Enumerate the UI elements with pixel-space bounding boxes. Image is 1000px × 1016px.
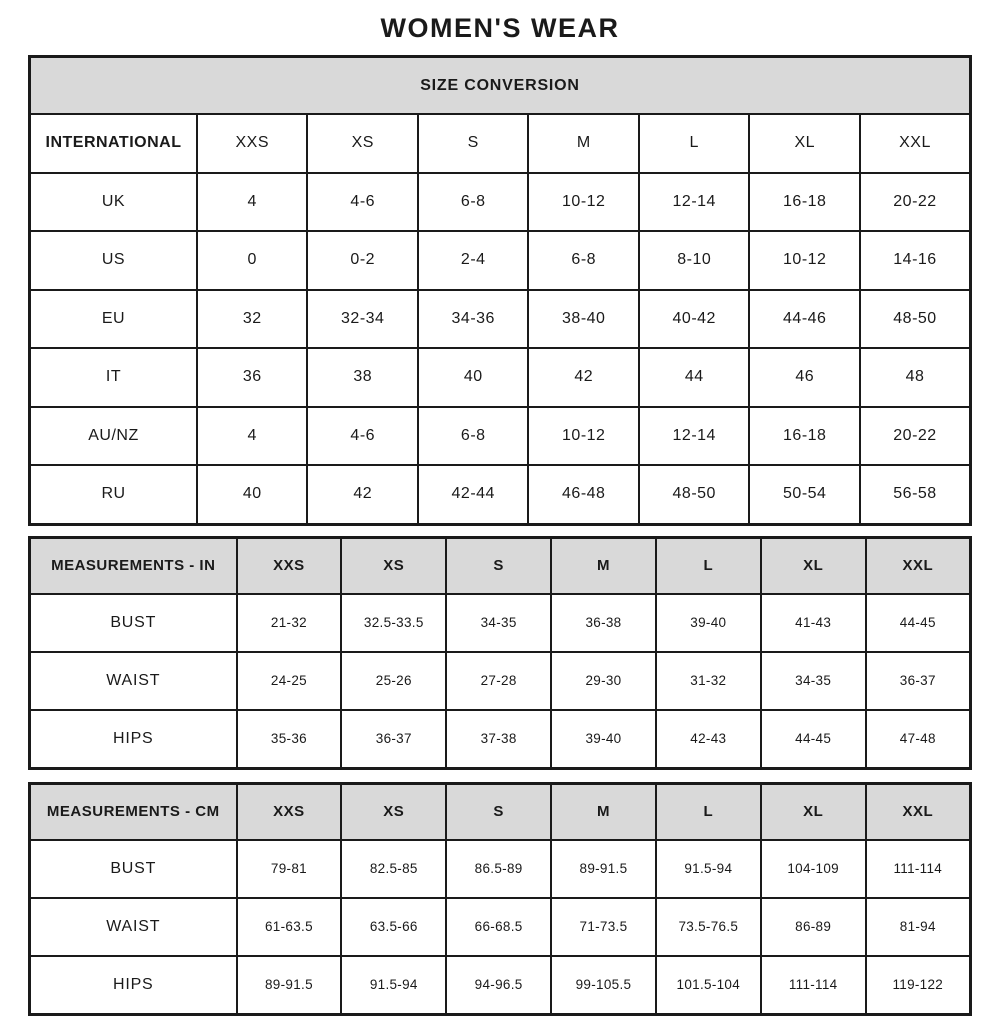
value-cell: 99-105.5 [551,956,656,1015]
size-label-cell: S [446,537,551,594]
sizes-header-row [30,537,971,594]
value-cell: 36-37 [341,710,446,769]
table-row [30,710,971,769]
value-cell: 42 [307,465,418,524]
value-cell: 47-48 [866,710,971,769]
value-cell: 91.5-94 [656,840,761,898]
value-cell: 35-36 [237,710,342,769]
row-label: RU [30,465,197,524]
value-cell: 48 [860,348,971,407]
value-cell: 0 [197,231,308,290]
value-cell: 44-45 [866,594,971,652]
value-cell: 32.5-33.5 [341,594,446,652]
value-cell: 39-40 [656,594,761,652]
value-cell: 2-4 [418,231,529,290]
size-conversion-table [28,55,972,526]
value-cell: 42-44 [418,465,529,524]
value-cell: 38-40 [528,290,639,349]
value-cell: 36-37 [866,652,971,710]
row-label: BUST [30,840,237,898]
value-cell: 44-45 [761,710,866,769]
value-cell: 10-12 [528,407,639,466]
table-header-label: MEASUREMENTS - IN [30,537,237,594]
size-label-cell: L [656,537,761,594]
table-row [30,652,971,710]
size-label-cell: L [656,783,761,840]
table-header-label: INTERNATIONAL [30,114,197,173]
table-row [30,956,971,1015]
size-label-cell: L [639,114,750,173]
size-label-cell: XXS [197,114,308,173]
value-cell: 27-28 [446,652,551,710]
sizes-header-row [30,783,971,840]
value-cell: 21-32 [237,594,342,652]
size-label-cell: S [418,114,529,173]
table-header-label: MEASUREMENTS - CM [30,783,237,840]
value-cell: 44-46 [749,290,860,349]
value-cell: 56-58 [860,465,971,524]
row-label: US [30,231,197,290]
value-cell: 40 [197,465,308,524]
size-label-cell: XXL [866,537,971,594]
value-cell: 119-122 [866,956,971,1015]
row-label: WAIST [30,898,237,956]
value-cell: 6-8 [528,231,639,290]
row-label: HIPS [30,710,237,769]
table-row [30,407,971,466]
value-cell: 25-26 [341,652,446,710]
value-cell: 16-18 [749,173,860,232]
value-cell: 10-12 [528,173,639,232]
value-cell: 14-16 [860,231,971,290]
value-cell: 4 [197,407,308,466]
value-cell: 20-22 [860,173,971,232]
value-cell: 6-8 [418,407,529,466]
value-cell: 34-36 [418,290,529,349]
row-label: BUST [30,594,237,652]
value-cell: 39-40 [551,710,656,769]
table-row [30,348,971,407]
value-cell: 40-42 [639,290,750,349]
value-cell: 86-89 [761,898,866,956]
row-label: UK [30,173,197,232]
size-label-cell: XXL [866,783,971,840]
value-cell: 89-91.5 [551,840,656,898]
table-row [30,898,971,956]
value-cell: 42-43 [656,710,761,769]
size-label-cell: XS [341,783,446,840]
size-label-cell: XS [307,114,418,173]
value-cell: 91.5-94 [341,956,446,1015]
value-cell: 29-30 [551,652,656,710]
value-cell: 40 [418,348,529,407]
value-cell: 4 [197,173,308,232]
size-label-cell: XXS [237,783,342,840]
value-cell: 46 [749,348,860,407]
value-cell: 0-2 [307,231,418,290]
value-cell: 4-6 [307,173,418,232]
value-cell: 63.5-66 [341,898,446,956]
value-cell: 86.5-89 [446,840,551,898]
size-label-cell: XS [341,537,446,594]
value-cell: 20-22 [860,407,971,466]
value-cell: 34-35 [761,652,866,710]
value-cell: 61-63.5 [237,898,342,956]
table-row [30,840,971,898]
value-cell: 94-96.5 [446,956,551,1015]
value-cell: 73.5-76.5 [656,898,761,956]
measurements-cm-table [28,782,972,1016]
table-row [30,465,971,524]
size-conversion-title: SIZE CONVERSION [30,57,971,115]
row-label: IT [30,348,197,407]
size-label-cell: M [551,537,656,594]
value-cell: 48-50 [639,465,750,524]
value-cell: 16-18 [749,407,860,466]
value-cell: 36-38 [551,594,656,652]
value-cell: 104-109 [761,840,866,898]
value-cell: 10-12 [749,231,860,290]
value-cell: 48-50 [860,290,971,349]
table-row [30,594,971,652]
value-cell: 46-48 [528,465,639,524]
value-cell: 32 [197,290,308,349]
value-cell: 6-8 [418,173,529,232]
row-label: HIPS [30,956,237,1015]
size-label-cell: M [528,114,639,173]
value-cell: 101.5-104 [656,956,761,1015]
value-cell: 36 [197,348,308,407]
value-cell: 82.5-85 [341,840,446,898]
size-label-cell: S [446,783,551,840]
size-conversion-banner-row [30,57,971,115]
value-cell: 24-25 [237,652,342,710]
value-cell: 111-114 [761,956,866,1015]
value-cell: 4-6 [307,407,418,466]
size-label-cell: XL [749,114,860,173]
size-label-cell: XXL [860,114,971,173]
sizes-header-row [30,114,971,173]
value-cell: 81-94 [866,898,971,956]
value-cell: 44 [639,348,750,407]
value-cell: 111-114 [866,840,971,898]
value-cell: 41-43 [761,594,866,652]
value-cell: 12-14 [639,407,750,466]
table-row [30,231,971,290]
value-cell: 50-54 [749,465,860,524]
size-label-cell: XXS [237,537,342,594]
value-cell: 71-73.5 [551,898,656,956]
value-cell: 38 [307,348,418,407]
size-label-cell: XL [761,537,866,594]
value-cell: 37-38 [446,710,551,769]
size-label-cell: XL [761,783,866,840]
page-title: WOMEN'S WEAR [380,13,620,43]
value-cell: 31-32 [656,652,761,710]
value-cell: 42 [528,348,639,407]
value-cell: 79-81 [237,840,342,898]
value-cell: 8-10 [639,231,750,290]
table-row [30,173,971,232]
table-row [30,290,971,349]
value-cell: 89-91.5 [237,956,342,1015]
row-label: WAIST [30,652,237,710]
value-cell: 34-35 [446,594,551,652]
value-cell: 32-34 [307,290,418,349]
row-label: EU [30,290,197,349]
value-cell: 66-68.5 [446,898,551,956]
value-cell: 12-14 [639,173,750,232]
size-label-cell: M [551,783,656,840]
measurements-in-table [28,536,972,770]
row-label: AU/NZ [30,407,197,466]
